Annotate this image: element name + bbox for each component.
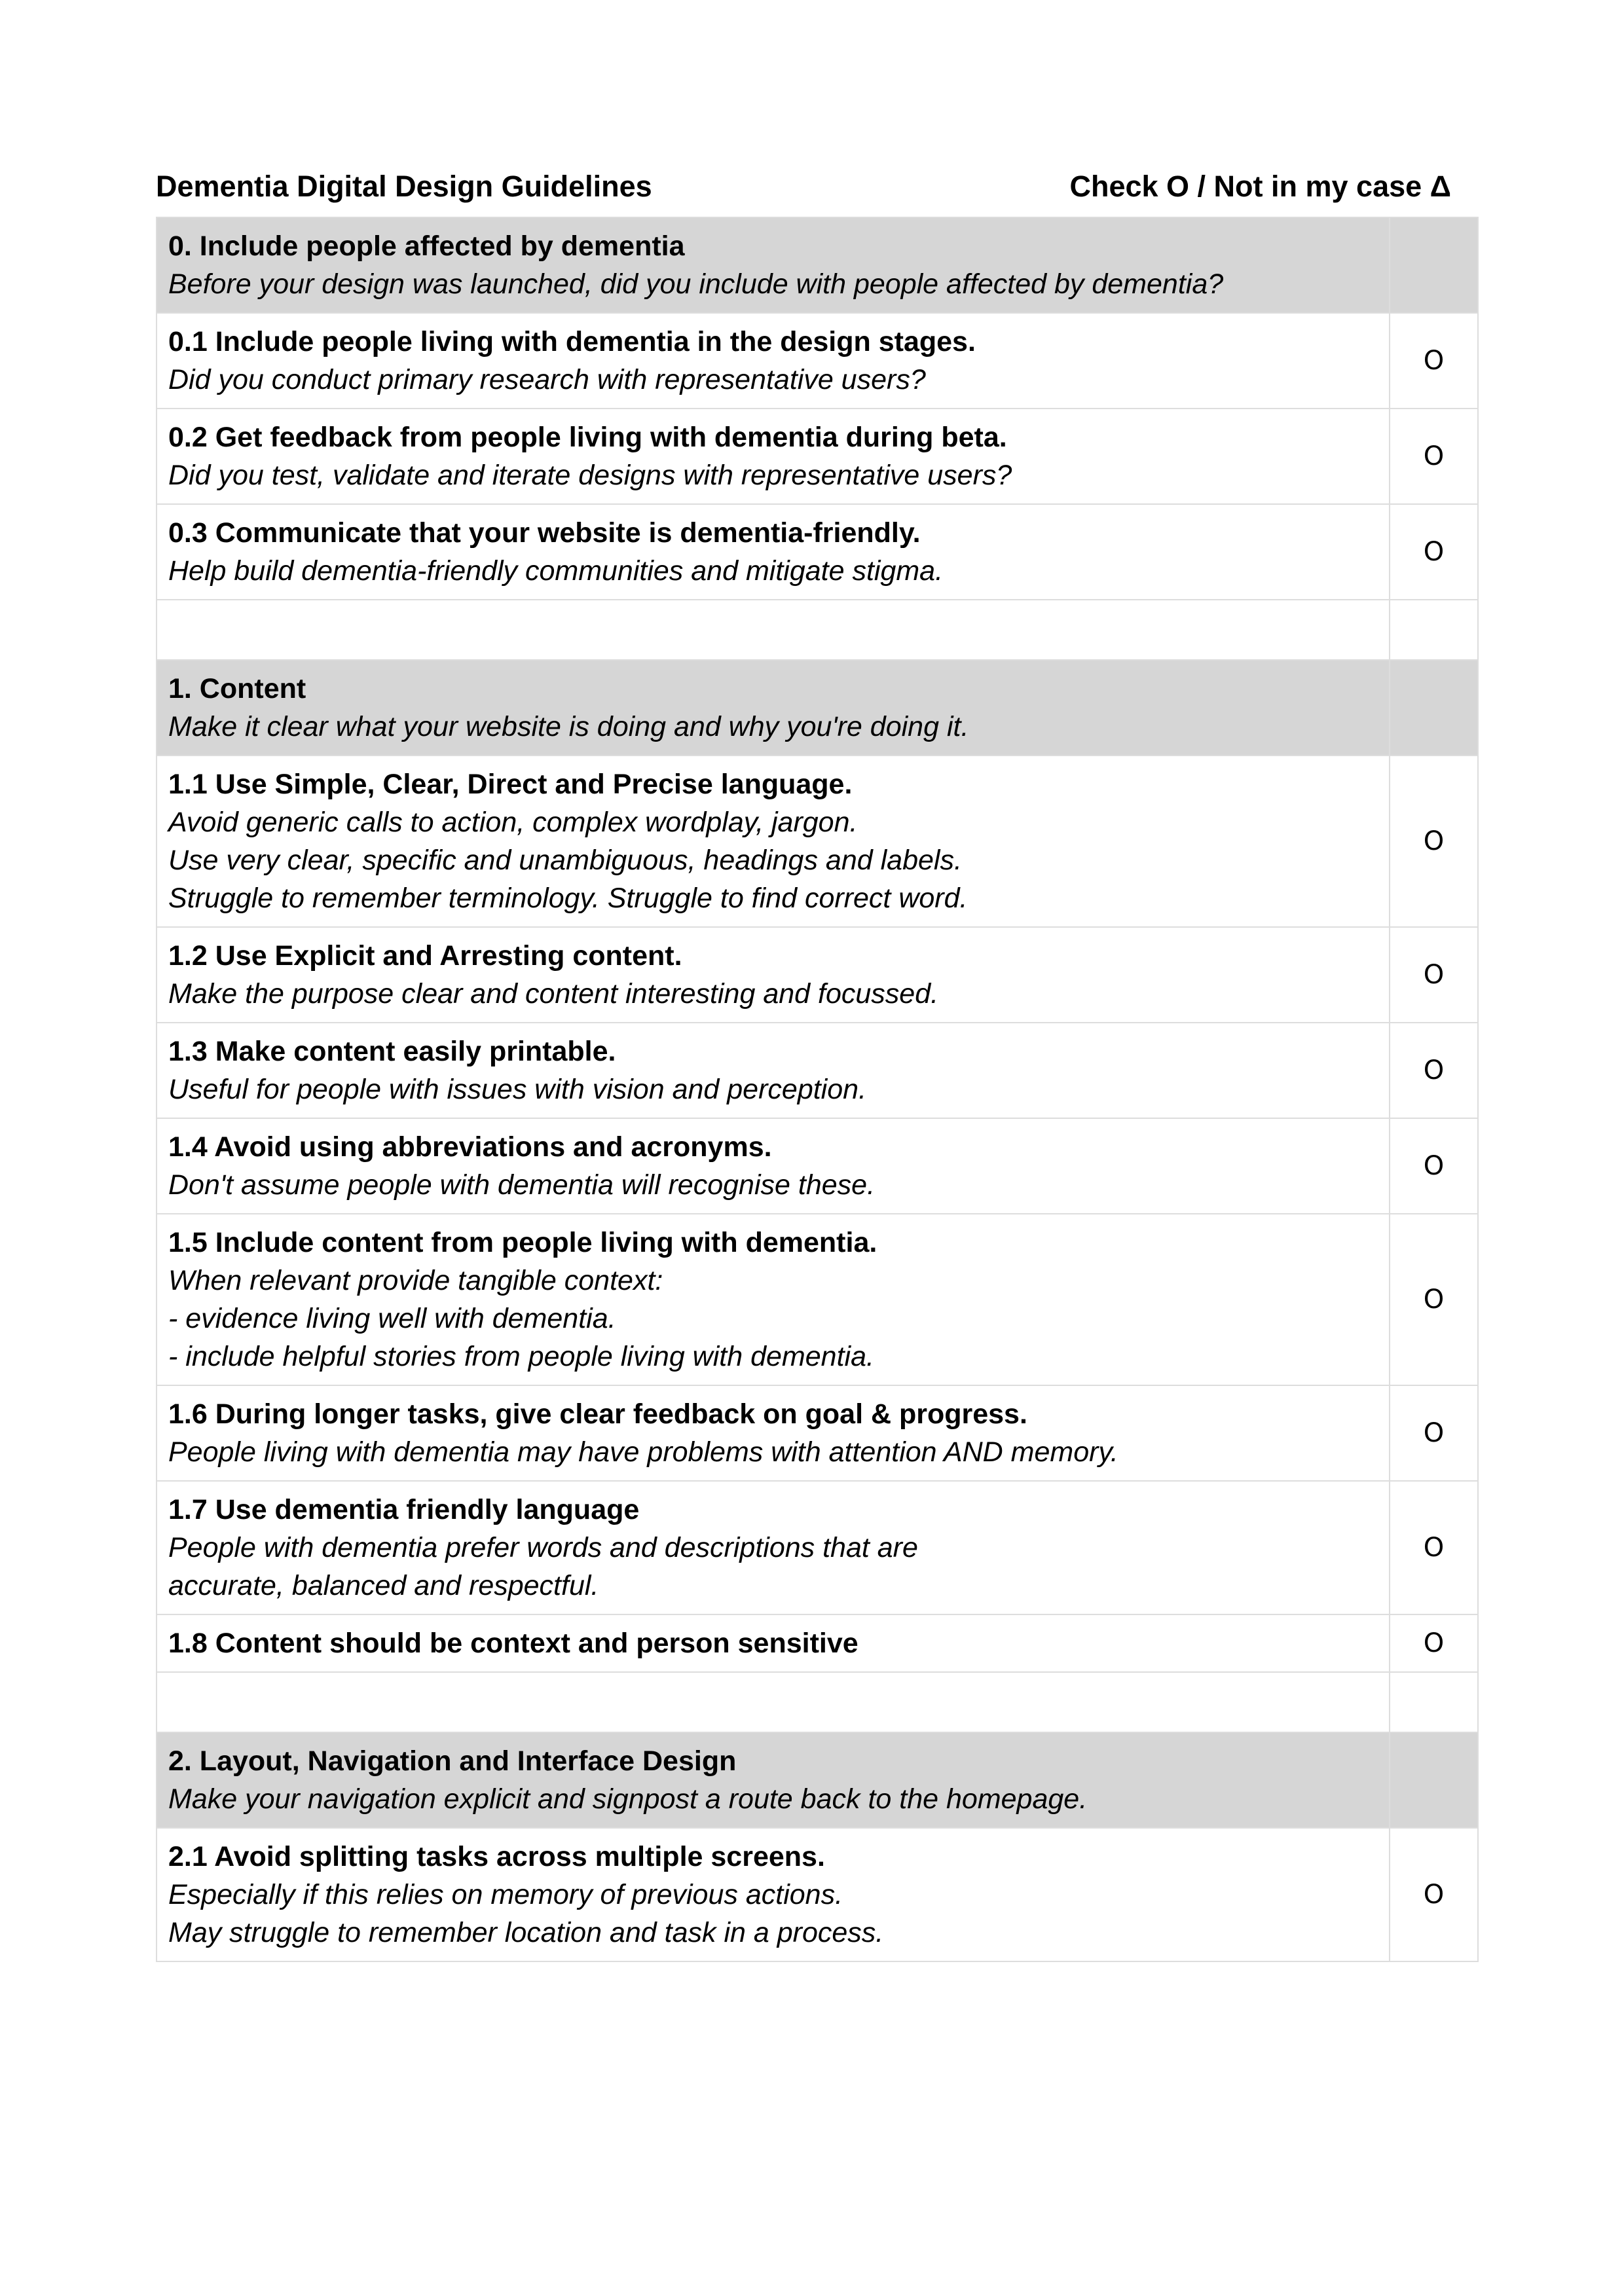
section-header-row	[157, 217, 1478, 313]
guideline-row	[157, 1614, 1478, 1672]
guideline-row	[157, 504, 1478, 600]
spacer-check-cell	[1390, 1672, 1478, 1732]
guideline-description: May struggle to remember location and task in a process.	[168, 1917, 884, 1948]
guideline-text-cell	[157, 1214, 1390, 1385]
guideline-description: - evidence living well with dementia.	[168, 1303, 616, 1334]
guideline-description: Avoid generic calls to action, complex wordplay, jargon.	[168, 807, 858, 838]
check-mark-cell[interactable]: O	[1390, 756, 1478, 927]
guideline-text-cell	[157, 1481, 1390, 1614]
guideline-text-cell	[157, 1385, 1390, 1481]
guideline-row	[157, 756, 1478, 927]
section-header-row	[157, 1732, 1478, 1828]
guideline-title: 1.8 Content should be context and person sensitive	[168, 1628, 858, 1659]
section-check-cell	[1390, 1732, 1478, 1828]
guideline-title: 1.7 Use dementia friendly language	[168, 1494, 640, 1525]
section-check-cell	[1390, 217, 1478, 313]
section-check-cell	[1390, 660, 1478, 756]
check-mark-cell[interactable]: O	[1390, 1118, 1478, 1214]
spacer-row	[157, 600, 1478, 660]
guideline-description: Help build dementia-friendly communities and mitigate stigma.	[168, 555, 944, 587]
guideline-description: Did you test, validate and iterate designs with representative users?	[168, 460, 1012, 491]
guideline-text-cell	[157, 1118, 1390, 1214]
section-header-cell	[157, 1732, 1390, 1828]
guideline-description: When relevant provide tangible context:	[168, 1265, 663, 1296]
guideline-description: Especially if this relies on memory of previous actions.	[168, 1879, 843, 1910]
check-legend: Check O / Not in my case Δ	[1069, 170, 1451, 203]
guideline-title: 0.3 Communicate that your website is dementia-friendly.	[168, 517, 921, 549]
guidelines-table-body	[157, 217, 1478, 1961]
guideline-title: 1.2 Use Explicit and Arresting content.	[168, 940, 682, 972]
guideline-text-cell	[157, 1023, 1390, 1118]
guideline-description: Make the purpose clear and content interesting and focussed.	[168, 978, 939, 1010]
guideline-row	[157, 1118, 1478, 1214]
check-mark-cell[interactable]: O	[1390, 409, 1478, 504]
guideline-row	[157, 313, 1478, 409]
check-mark-cell[interactable]: O	[1390, 1023, 1478, 1118]
guideline-text-cell	[157, 313, 1390, 409]
guideline-title: 0.2 Get feedback from people living with dementia during beta.	[168, 422, 1007, 453]
section-subtitle: Make it clear what your website is doing and why you're doing it.	[168, 711, 969, 742]
guideline-title: 1.6 During longer tasks, give clear feedback on goal & progress.	[168, 1398, 1027, 1430]
guideline-title: 0.1 Include people living with dementia in the design stages.	[168, 326, 976, 357]
guideline-row	[157, 1481, 1478, 1614]
guideline-title: 1.1 Use Simple, Clear, Direct and Precise language.	[168, 769, 853, 800]
guideline-description: Struggle to remember terminology. Struggle to find correct word.	[168, 883, 968, 914]
guideline-title: 2.1 Avoid splitting tasks across multiple screens.	[168, 1841, 825, 1872]
check-mark-cell[interactable]: O	[1390, 313, 1478, 409]
check-mark-cell[interactable]: O	[1390, 1614, 1478, 1672]
spacer-cell	[157, 600, 1390, 660]
check-mark-cell[interactable]: O	[1390, 1828, 1478, 1961]
check-mark-cell[interactable]: O	[1390, 1214, 1478, 1385]
guideline-row	[157, 1828, 1478, 1961]
section-header-cell	[157, 217, 1390, 313]
guideline-description: People living with dementia may have problems with attention AND memory.	[168, 1436, 1118, 1468]
guideline-row	[157, 1214, 1478, 1385]
spacer-check-cell	[1390, 600, 1478, 660]
guideline-description: People with dementia prefer words and descriptions that are	[168, 1532, 918, 1563]
check-mark-cell[interactable]: O	[1390, 927, 1478, 1023]
guideline-row	[157, 1385, 1478, 1481]
section-title: 1. Content	[168, 673, 306, 704]
spacer-row	[157, 1672, 1478, 1732]
guideline-description: Did you conduct primary research with representative users?	[168, 364, 926, 395]
guideline-text-cell	[157, 756, 1390, 927]
section-subtitle: Make your navigation explicit and signpost a route back to the homepage.	[168, 1783, 1088, 1815]
page-title: Dementia Digital Design Guidelines	[156, 170, 652, 203]
guideline-description: Use very clear, specific and unambiguous, headings and labels.	[168, 845, 962, 876]
check-mark-cell[interactable]: O	[1390, 1385, 1478, 1481]
guideline-text-cell	[157, 1614, 1390, 1672]
guideline-title: 1.3 Make content easily printable.	[168, 1036, 616, 1067]
guideline-description: accurate, balanced and respectful.	[168, 1570, 599, 1601]
section-title: 0. Include people affected by dementia	[168, 230, 685, 262]
guideline-row	[157, 409, 1478, 504]
section-subtitle: Before your design was launched, did you include with people affected by dementia?	[168, 268, 1224, 300]
guideline-text-cell	[157, 927, 1390, 1023]
spacer-cell	[157, 1672, 1390, 1732]
guideline-description: - include helpful stories from people living with dementia.	[168, 1341, 874, 1372]
check-mark-cell[interactable]: O	[1390, 504, 1478, 600]
guideline-row	[157, 927, 1478, 1023]
section-header-row	[157, 660, 1478, 756]
guideline-text-cell	[157, 1828, 1390, 1961]
guideline-row	[157, 1023, 1478, 1118]
guideline-title: 1.4 Avoid using abbreviations and acronyms.	[168, 1131, 772, 1163]
section-header-cell	[157, 660, 1390, 756]
guideline-text-cell	[157, 504, 1390, 600]
guidelines-table	[156, 217, 1479, 1962]
guideline-text-cell	[157, 409, 1390, 504]
section-title: 2. Layout, Navigation and Interface Design	[168, 1745, 737, 1777]
guideline-description: Don't assume people with dementia will recognise these.	[168, 1169, 876, 1201]
guideline-title: 1.5 Include content from people living with dementia.	[168, 1227, 877, 1258]
page-header	[156, 164, 1477, 210]
guideline-description: Useful for people with issues with vision and perception.	[168, 1074, 867, 1105]
check-mark-cell[interactable]: O	[1390, 1481, 1478, 1614]
